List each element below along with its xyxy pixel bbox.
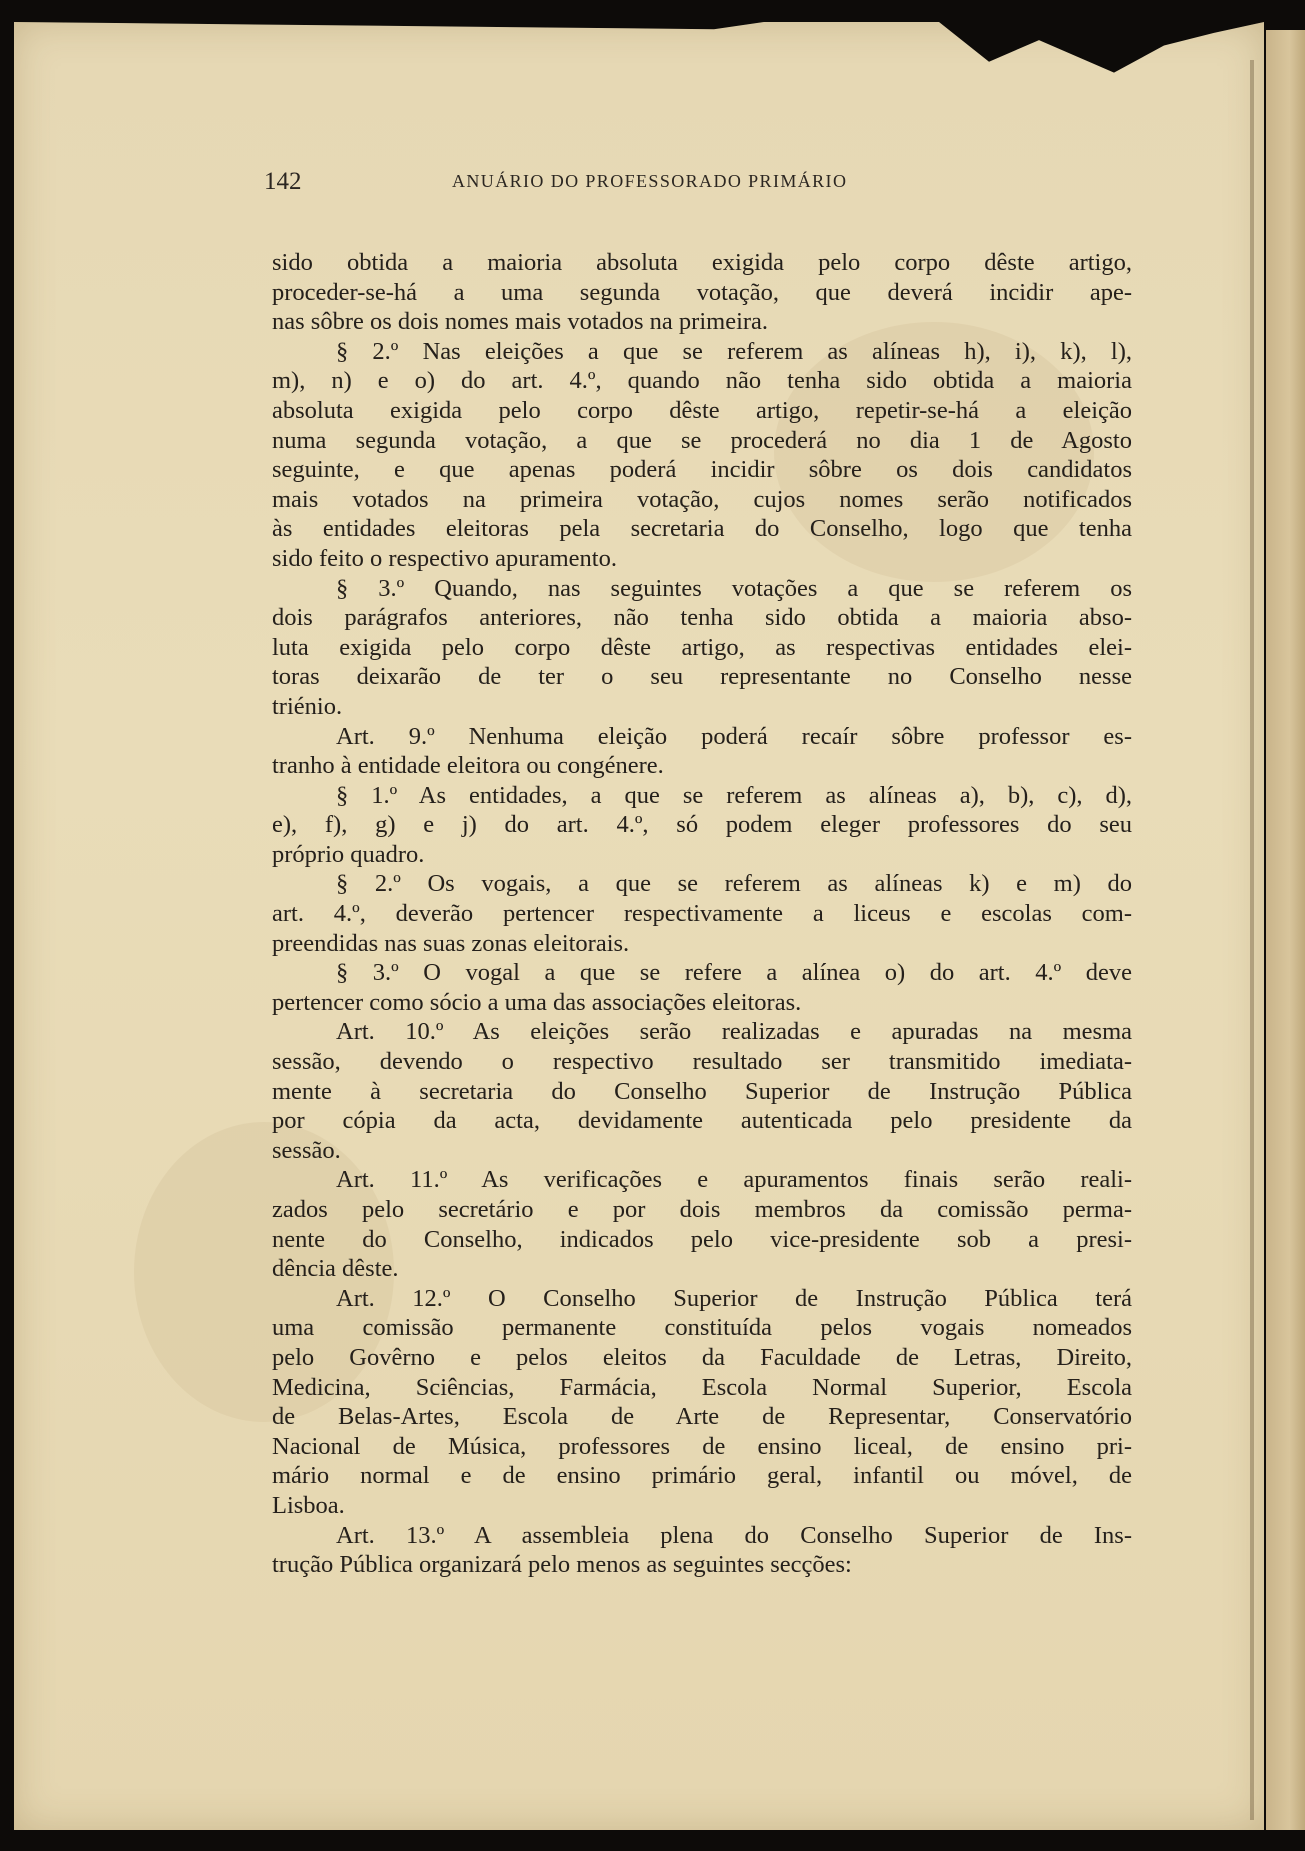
text-line: § 3.º Quando, nas seguintes votações a que se referem os (336, 574, 1132, 602)
text-line: § 2.º Nas eleições a que se referem as alíneas h), i), k), l), (336, 337, 1132, 365)
running-head: ANUÁRIO DO PROFESSORADO PRIMÁRIO (452, 171, 848, 191)
text-line: dência dêste. (272, 1255, 399, 1283)
text-line: pertencer como sócio a uma das associações eleitoras. (272, 988, 802, 1016)
text-line: de Belas-Artes, Escola de Arte de Representar, Conservatório (272, 1403, 1132, 1431)
text-line: Nacional de Música, professores de ensino liceal, de ensino pri- (272, 1432, 1132, 1460)
text-line: sido obtida a maioria absoluta exigida pelo corpo dêste artigo, (272, 249, 1132, 276)
text-line: sessão. (272, 1136, 341, 1164)
text-line: Medicina, Sciências, Farmácia, Escola Normal Superior, Escola (272, 1373, 1132, 1401)
page-fold-line (1250, 60, 1254, 1820)
text-line: tranho à entidade eleitora ou congénere. (272, 752, 664, 780)
text-line: Lisboa. (272, 1491, 345, 1519)
text-line: triénio. (272, 692, 343, 720)
text-line: próprio quadro. (272, 840, 425, 868)
text-line: sessão, devendo o respectivo resultado ser transmitido imediata- (272, 1048, 1132, 1076)
text-line: sido feito o respectivo apuramento. (272, 544, 617, 572)
text-line: dois parágrafos anteriores, não tenha sido obtida a maioria abso- (272, 604, 1132, 632)
text-line: § 1.º As entidades, a que se referem as alíneas a), b), c), d), (336, 781, 1132, 809)
body-text (272, 248, 1132, 1580)
text-line: Art. 10.º As eleições serão realizadas e apuradas na mesma (336, 1018, 1132, 1046)
text-line: preendidas nas suas zonas eleitorais. (272, 929, 630, 957)
text-line: Art. 11.º As verificações e apuramentos finais serão reali- (336, 1166, 1132, 1194)
text-line: m), n) e o) do art. 4.º, quando não tenha sido obtida a maioria (272, 367, 1132, 395)
text-line: às entidades eleitoras pela secretaria do Conselho, logo que tenha (272, 515, 1132, 543)
text-line: toras deixarão de ter o seu representante no Conselho nesse (272, 663, 1132, 691)
text-line: por cópia da acta, devidamente autenticada pelo presidente da (272, 1107, 1132, 1135)
text-line: trução Pública organizará pelo menos as seguintes secções: (272, 1551, 852, 1579)
text-line: § 2.º Os vogais, a que se referem as alíneas k) e m) do (336, 870, 1132, 898)
text-line: proceder-se-há a uma segunda votação, que deverá incidir ape- (272, 278, 1132, 306)
adjacent-page-edge (1266, 30, 1305, 1830)
text-line: nas sôbre os dois nomes mais votados na primeira. (272, 308, 769, 336)
text-line: numa segunda votação, a que se procederá no dia 1 de Agosto (272, 426, 1132, 454)
text-line: § 3.º O vogal a que se refere a alínea o) do art. 4.º deve (336, 959, 1132, 987)
text-line: mais votados na primeira votação, cujos nomes serão notificados (272, 485, 1132, 513)
page-header (264, 168, 964, 198)
text-line: e), f), g) e j) do art. 4.º, só podem eleger professores do seu (272, 811, 1132, 839)
text-line: art. 4.º, deverão pertencer respectivamente a liceus e escolas com- (272, 900, 1132, 928)
text-line: seguinte, e que apenas poderá incidir sôbre os dois candidatos (272, 456, 1132, 484)
text-line: luta exigida pelo corpo dêste artigo, as respectivas entidades elei- (272, 633, 1132, 661)
text-line: Art. 13.º A assembleia plena do Conselho Superior de Ins- (336, 1521, 1132, 1549)
text-line: absoluta exigida pelo corpo dêste artigo, repetir-se-há a eleição (272, 396, 1132, 424)
text-line: Art. 9.º Nenhuma eleição poderá recaír sôbre professor es- (336, 722, 1132, 750)
text-line: uma comissão permanente constituída pelos vogais nomeados (272, 1314, 1132, 1342)
text-line: mente à secretaria do Conselho Superior de Instrução Pública (272, 1077, 1132, 1105)
text-line: nente do Conselho, indicados pelo vice-presidente sob a presi- (272, 1225, 1132, 1253)
page-number: 142 (264, 168, 302, 195)
text-line: pelo Govêrno e pelos eleitos da Faculdade de Letras, Direito, (272, 1343, 1132, 1371)
text-line: Art. 12.º O Conselho Superior de Instrução Pública terá (336, 1284, 1132, 1312)
text-line: zados pelo secretário e por dois membros da comissão perma- (272, 1196, 1132, 1223)
text-line: mário normal e de ensino primário geral, infantil ou móvel, de (272, 1462, 1132, 1490)
